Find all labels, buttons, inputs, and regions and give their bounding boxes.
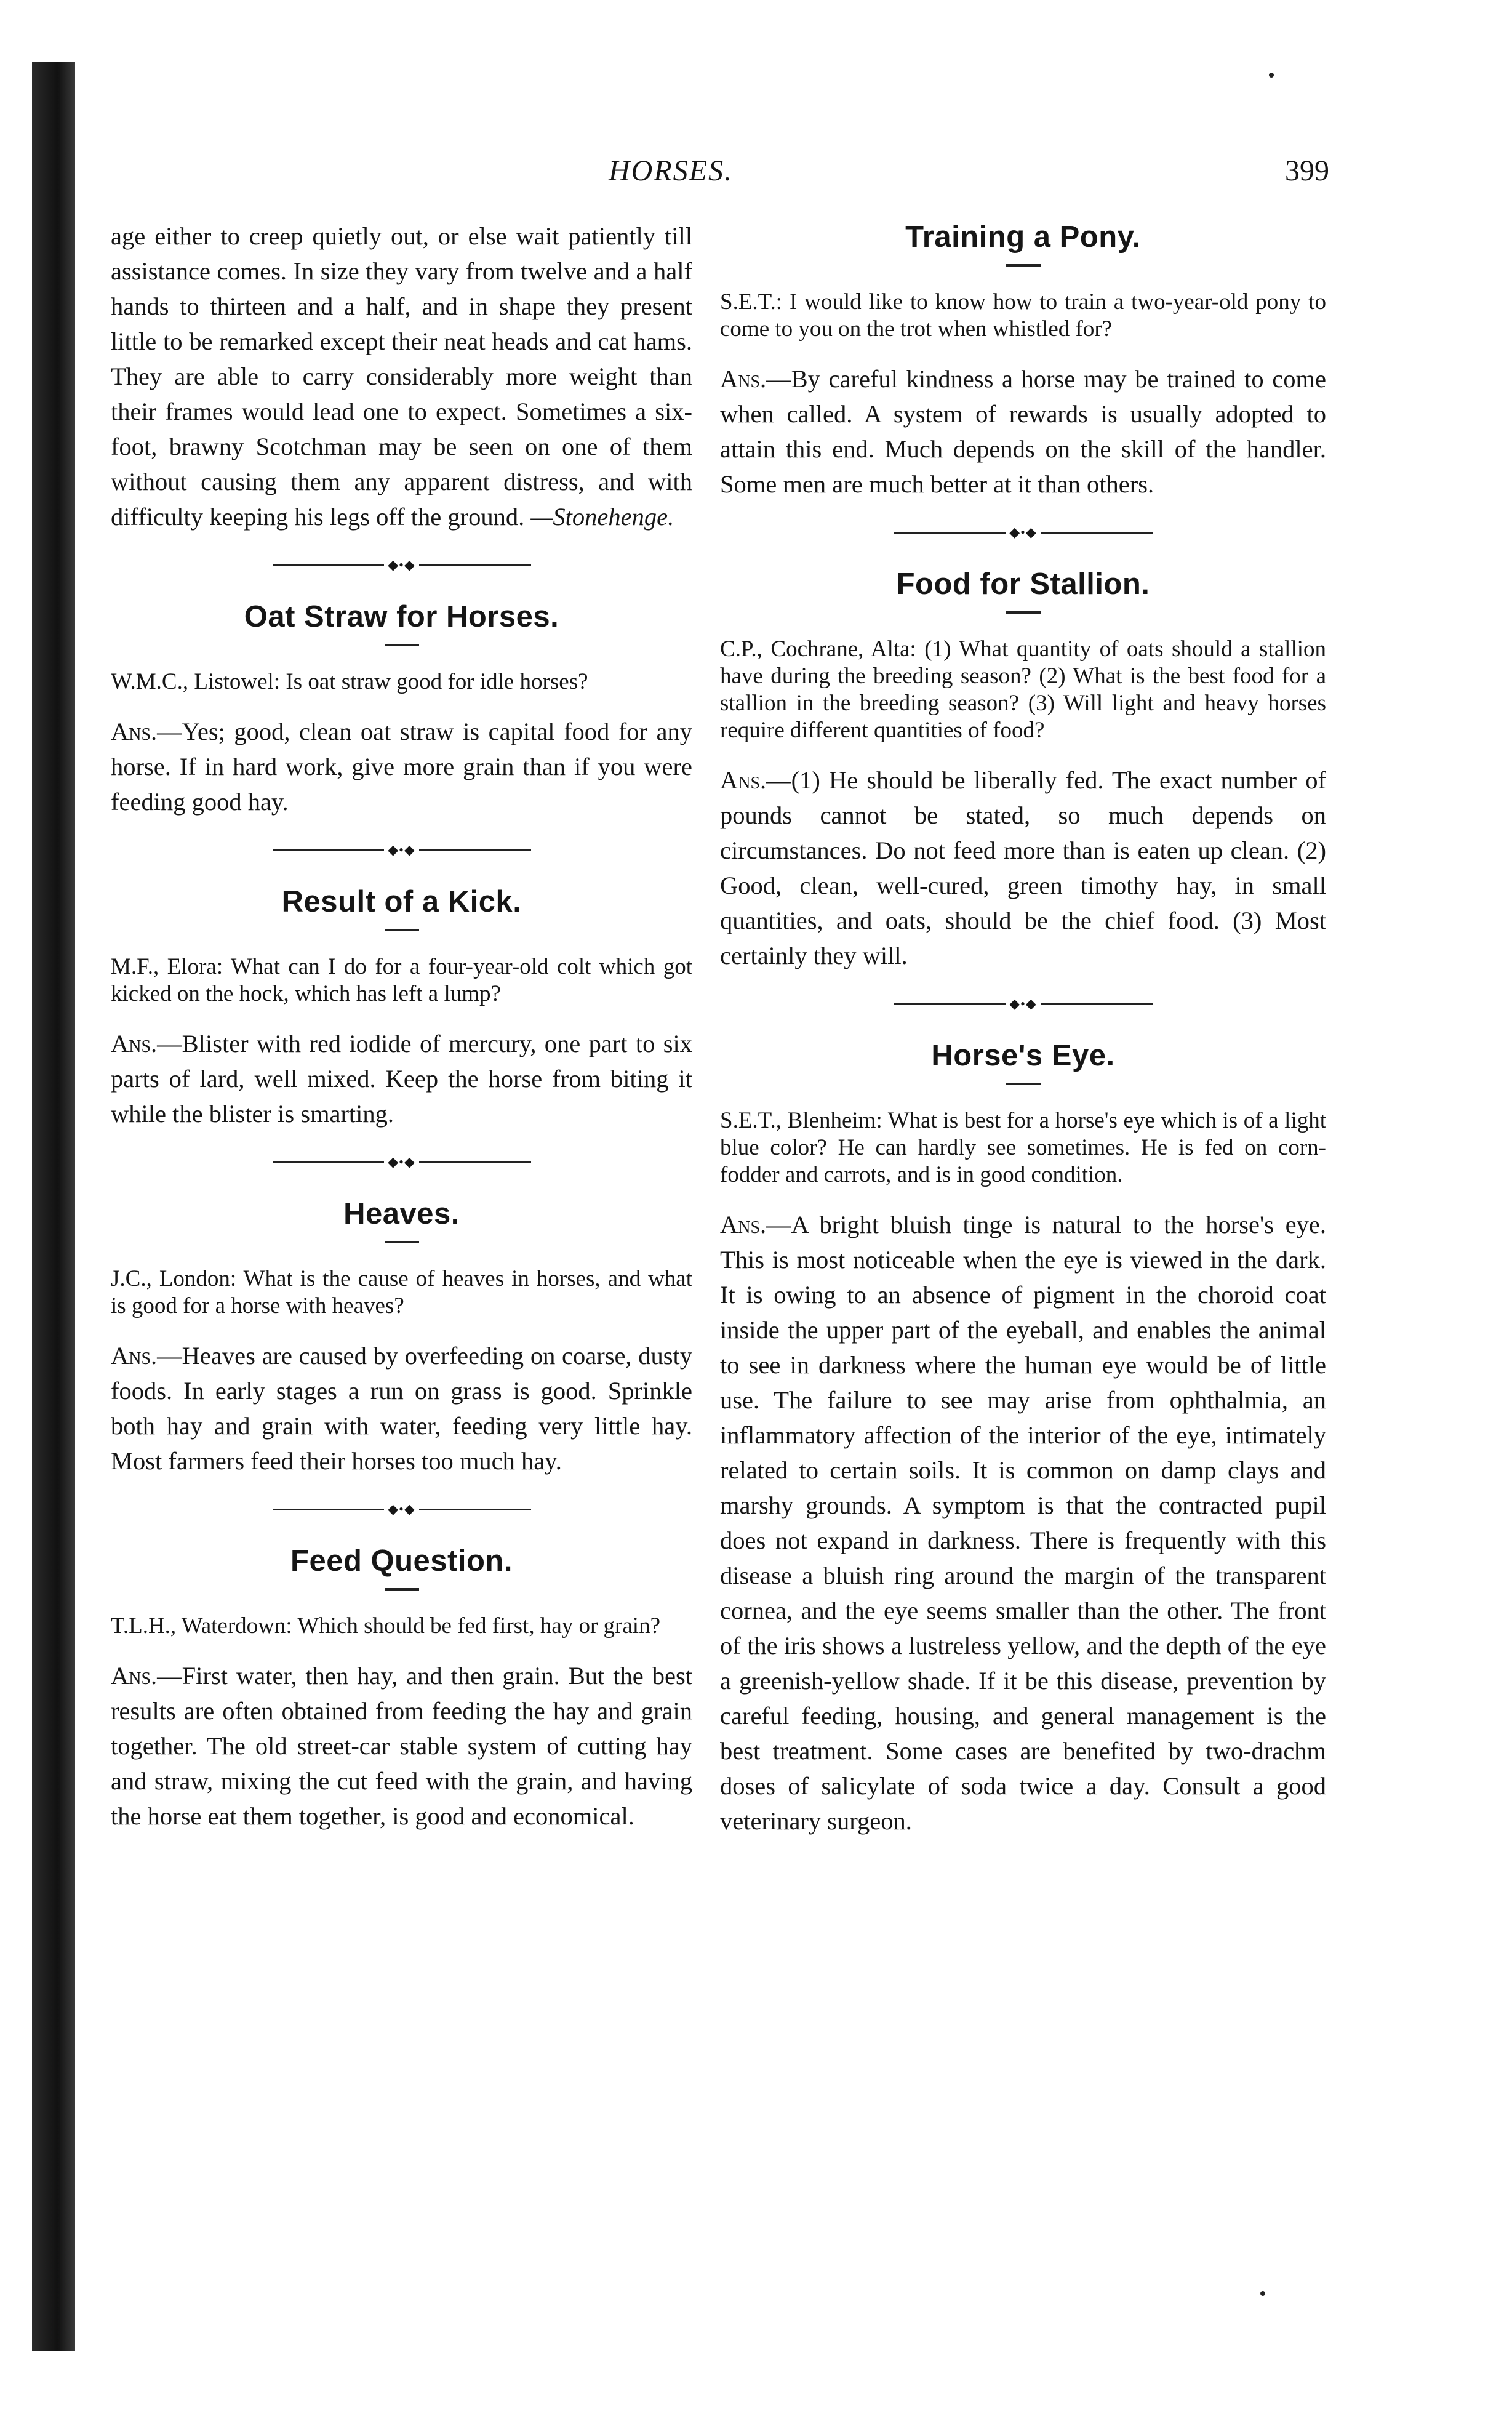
attribution: —Stonehenge. bbox=[530, 503, 674, 531]
title-dash bbox=[1006, 264, 1041, 267]
article-question: S.E.T., Blenheim: What is best for a horse's eye which is of a light blue color? He can hardly see sometimes. He is fed on corn-fodder and carrots, and is in good condition. bbox=[720, 1108, 1326, 1187]
section-ornament: ◆•◆ bbox=[273, 1156, 531, 1168]
continuation-text: age either to creep quietly out, or else wait patiently till assistance comes. In size they vary from twelve and a half hands to thirteen and a half, and in shape they present little to be remarked except their neat heads and cat hams. They are able to carry considerably more weight than their frames would lead one to expect. Sometimes a six-foot, brawny Scotchman may be seen on one of them without causing them any apparent distress, and with difficulty keeping his legs off the ground. bbox=[111, 222, 692, 531]
print-speck bbox=[1260, 2291, 1265, 2296]
article-answer bbox=[111, 1658, 692, 1834]
answer-label: Ans. bbox=[720, 766, 767, 794]
article-feed-question bbox=[111, 1542, 692, 1834]
article-title: Horse's Eye. bbox=[931, 1039, 1115, 1072]
answer-text: —First water, then hay, and then grain. But the best results are often obtained from feeding the hay and grain together. The old street-car stable system of cutting hay and straw, mixing the cut feed with the grain, and having the horse eat them together, is good and economical. bbox=[111, 1662, 692, 1830]
article-horses-eye bbox=[720, 1037, 1326, 1839]
title-dash bbox=[385, 1241, 419, 1243]
continuation-paragraph bbox=[111, 219, 692, 534]
article-title: Heaves. bbox=[343, 1197, 460, 1230]
title-dash bbox=[1006, 611, 1041, 614]
article-question: T.L.H., Waterdown: Which should be fed first, hay or grain? bbox=[111, 1613, 661, 1639]
section-ornament: ◆•◆ bbox=[894, 526, 1153, 539]
article-answer bbox=[111, 1026, 692, 1131]
article-answer bbox=[720, 361, 1326, 502]
title-dash bbox=[385, 929, 419, 931]
article-question: M.F., Elora: What can I do for a four-year-old colt which got kicked on the hock, which has left a lump? bbox=[111, 954, 692, 1006]
answer-text: —(1) He should be liberally fed. The exact number of pounds cannot be stated, so much depends on circumstances. Do not feed more than is eaten up clean. (2) Good, clean, well-cured, green timothy hay, in small quantities, and oats, should be the chief food. (3) Most certainly they will. bbox=[720, 766, 1326, 969]
article-question: C.P., Cochrane, Alta: (1) What quantity of oats should a stallion have during the breeding season? (2) What is the best food for a stallion in the breeding season? (3) Will light and heavy horses require different quantities of food? bbox=[720, 636, 1326, 743]
article-food-for-stallion bbox=[720, 566, 1326, 973]
left-column bbox=[111, 219, 692, 1847]
section-ornament: ◆•◆ bbox=[273, 559, 531, 571]
answer-text: —By careful kindness a horse may be trained to come when called. A system of rewards is usually adopted to attain this end. Much depends on the skill of the handler. Some men are much better at it than others. bbox=[720, 365, 1326, 498]
article-answer bbox=[111, 714, 692, 819]
article-question: J.C., London: What is the cause of heaves in horses, and what is good for a horse with heaves? bbox=[111, 1266, 692, 1318]
right-column bbox=[720, 219, 1326, 1852]
answer-label: Ans. bbox=[720, 365, 767, 393]
running-head: HORSES. bbox=[609, 154, 733, 187]
title-dash bbox=[385, 644, 419, 646]
article-answer bbox=[720, 763, 1326, 973]
article-result-of-kick bbox=[111, 883, 692, 1131]
answer-text: —Heaves are caused by overfeeding on coarse, dusty foods. In early stages a run on grass is good. Sprinkle both hay and grain with water, feeding very little hay. Most farmers feed their horses too much hay. bbox=[111, 1342, 692, 1475]
section-ornament: ◆•◆ bbox=[273, 844, 531, 856]
answer-label: Ans. bbox=[111, 1662, 158, 1690]
article-title: Feed Question. bbox=[290, 1544, 513, 1578]
article-title: Training a Pony. bbox=[905, 220, 1141, 254]
article-title: Oat Straw for Horses. bbox=[244, 600, 559, 633]
answer-text: —A bright bluish tinge is natural to the horse's eye. This is most noticeable when the eye is viewed in the dark. It is owing to an absence of pigment in the choroid coat inside the upper part of the eyeball, and enables the animal to see in darkness where the human eye would be of little use. The failure to see may arise from ophthalmia, an inflammatory affection of the interior of the eye, intimately related to certain soils. It is common on damp clays and marshy grounds. A symptom is that the contracted pupil does not expand in darkness. There is frequently with this disease a bluish ring around the margin of the transparent cornea, and the eye seems smaller than the other. The front of the iris shows a lustreless yellow, and the depth of the eye a greenish-yellow shade. If it be this disease, prevention by careful feeding, housing, and general management is the best treatment. Some cases are benefited by two-drachm doses of salicylate of soda twice a day. Consult a good veterinary surgeon. bbox=[720, 1211, 1326, 1835]
article-answer bbox=[720, 1207, 1326, 1839]
answer-label: Ans. bbox=[720, 1211, 767, 1238]
answer-text: —Blister with red iodide of mercury, one part to six parts of lard, well mixed. Keep the horse from biting it while the blister is smarting. bbox=[111, 1030, 692, 1128]
article-title: Food for Stallion. bbox=[896, 568, 1150, 601]
answer-label: Ans. bbox=[111, 718, 158, 745]
section-ornament: ◆•◆ bbox=[273, 1503, 531, 1515]
answer-label: Ans. bbox=[111, 1030, 158, 1057]
page-binding-edge bbox=[32, 62, 75, 2351]
article-question: W.M.C., Listowel: Is oat straw good for idle horses? bbox=[111, 669, 588, 694]
answer-label: Ans. bbox=[111, 1342, 158, 1370]
page-number: 399 bbox=[1285, 154, 1329, 187]
answer-text: —Yes; good, clean oat straw is capital food for any horse. If in hard work, give more grain than if you were feeding good hay. bbox=[111, 718, 692, 816]
title-dash bbox=[385, 1588, 419, 1591]
article-heaves bbox=[111, 1195, 692, 1478]
print-speck bbox=[1269, 73, 1274, 78]
article-oat-straw bbox=[111, 598, 692, 819]
article-question: S.E.T.: I would like to know how to train a two-year-old pony to come to you on the trot when whistled for? bbox=[720, 289, 1326, 342]
section-ornament: ◆•◆ bbox=[894, 998, 1153, 1010]
article-answer bbox=[111, 1338, 692, 1478]
article-title: Result of a Kick. bbox=[281, 885, 522, 918]
title-dash bbox=[1006, 1083, 1041, 1085]
article-training-pony bbox=[720, 219, 1326, 502]
